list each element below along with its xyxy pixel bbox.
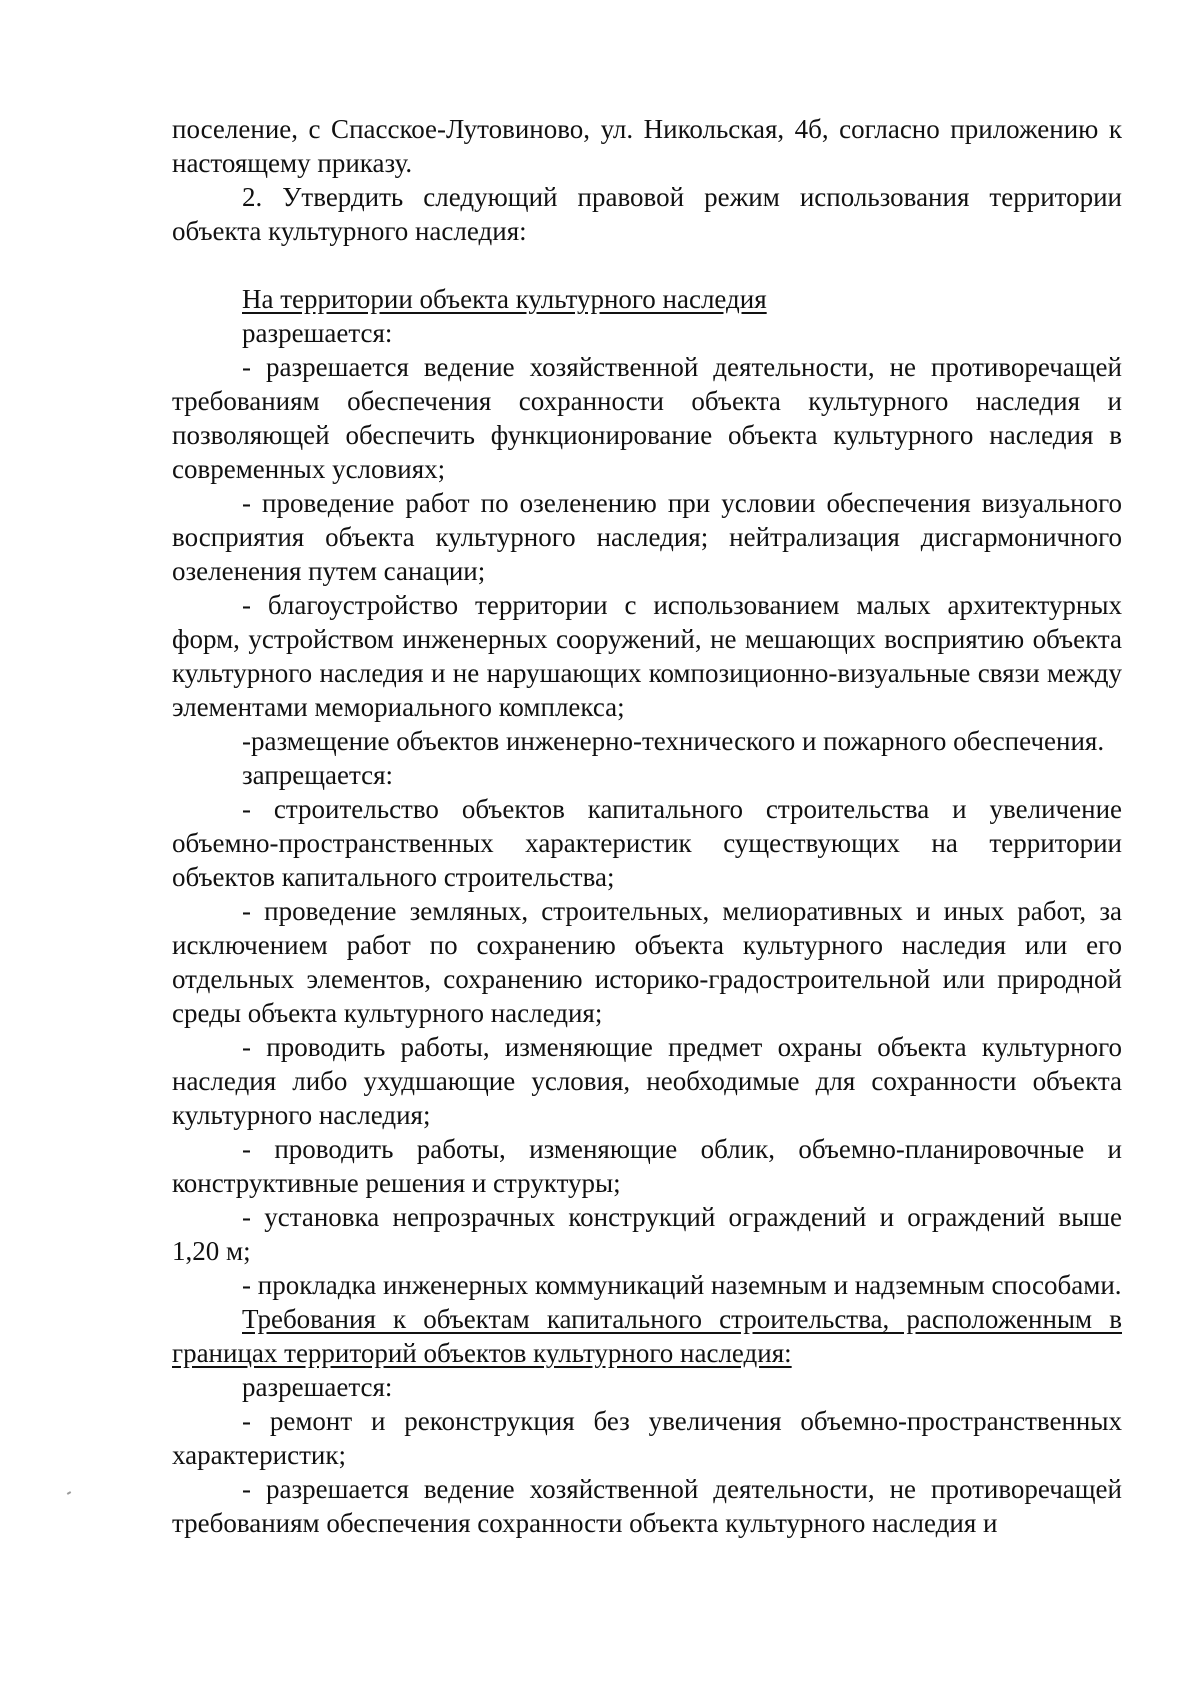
label-allowed-2: разрешается:: [242, 1372, 393, 1402]
forbidden-item-earthworks: - проведение земляных, строительных, мелиоративных и иных работ, за исключением работ по сохранению объекта культурного наследия или его отдельных элементов, сохранению историко-градостроительной или природной среды объекта культурного наследия;: [172, 896, 1122, 1028]
forbidden-item-communications: - прокладка инженерных коммуникаций наземным и надземным способами.: [242, 1270, 1122, 1300]
section-heading-territory: [172, 282, 1122, 316]
label-allowed: разрешается:: [242, 318, 393, 348]
paragraph-item-2: 2. Утвердить следующий правовой режим использования территории объекта культурного наследия:: [172, 182, 1122, 246]
allowed-item-landscaping: - благоустройство территории с использованием малых архитектурных форм, устройством инженерных сооружений, не мешающих восприятию объекта культурного наследия и не нарушающих композиционно-визуальные связи между элементами мемориального комплекса;: [172, 590, 1122, 722]
forbidden-item-protection-subject: - проводить работы, изменяющие предмет охраны объекта культурного наследия либо ухудшающие условия, необходимые для сохранности объекта культурного наследия;: [172, 1032, 1122, 1130]
allowed-item-economic-2: - разрешается ведение хозяйственной деятельности, не противоречащей требованиям обеспечения сохранности объекта культурного наследия и: [172, 1474, 1122, 1538]
allowed-item-greening: - проведение работ по озеленению при условии обеспечения визуального восприятия объекта культурного наследия; нейтрализация дисгармоничного озеленения путем санации;: [172, 488, 1122, 586]
section-heading-territory-text: На территории объекта культурного наследия: [242, 284, 767, 314]
document-text: [172, 112, 1122, 1540]
scan-speck: [67, 1491, 71, 1495]
allowed-item-economic: - разрешается ведение хозяйственной деятельности, не противоречащей требованиям обеспечения сохранности объекта культурного наследия и позволяющей обеспечить функционирование объекта культурного наследия в современных условиях;: [172, 352, 1122, 484]
allowed-item-repair: - ремонт и реконструкция без увеличения объемно-пространственных характеристик;: [172, 1406, 1122, 1470]
forbidden-item-appearance: - проводить работы, изменяющие облик, объемно-планировочные и конструктивные решения и структуры;: [172, 1134, 1122, 1198]
section-heading-requirements-text: Требования к объектам капитального строительства, расположенным в границах территорий объектов культурного наследия:: [172, 1304, 1122, 1368]
allowed-item-engineering: -размещение объектов инженерно-технического и пожарного обеспечения.: [242, 726, 1105, 756]
forbidden-item-construction: - строительство объектов капитального строительства и увеличение объемно-пространственных характеристик существующих на территории объектов капитального строительства;: [172, 794, 1122, 892]
forbidden-item-fences: - установка непрозрачных конструкций ограждений и ограждений выше 1,20 м;: [172, 1202, 1122, 1266]
blank-line: [172, 248, 1122, 282]
label-forbidden: запрещается:: [242, 760, 394, 790]
paragraph-address: поселение, с Спасское-Лутовиново, ул. Никольская, 4б, согласно приложению к настоящему приказу.: [172, 114, 1122, 178]
section-heading-requirements: [172, 1302, 1122, 1370]
